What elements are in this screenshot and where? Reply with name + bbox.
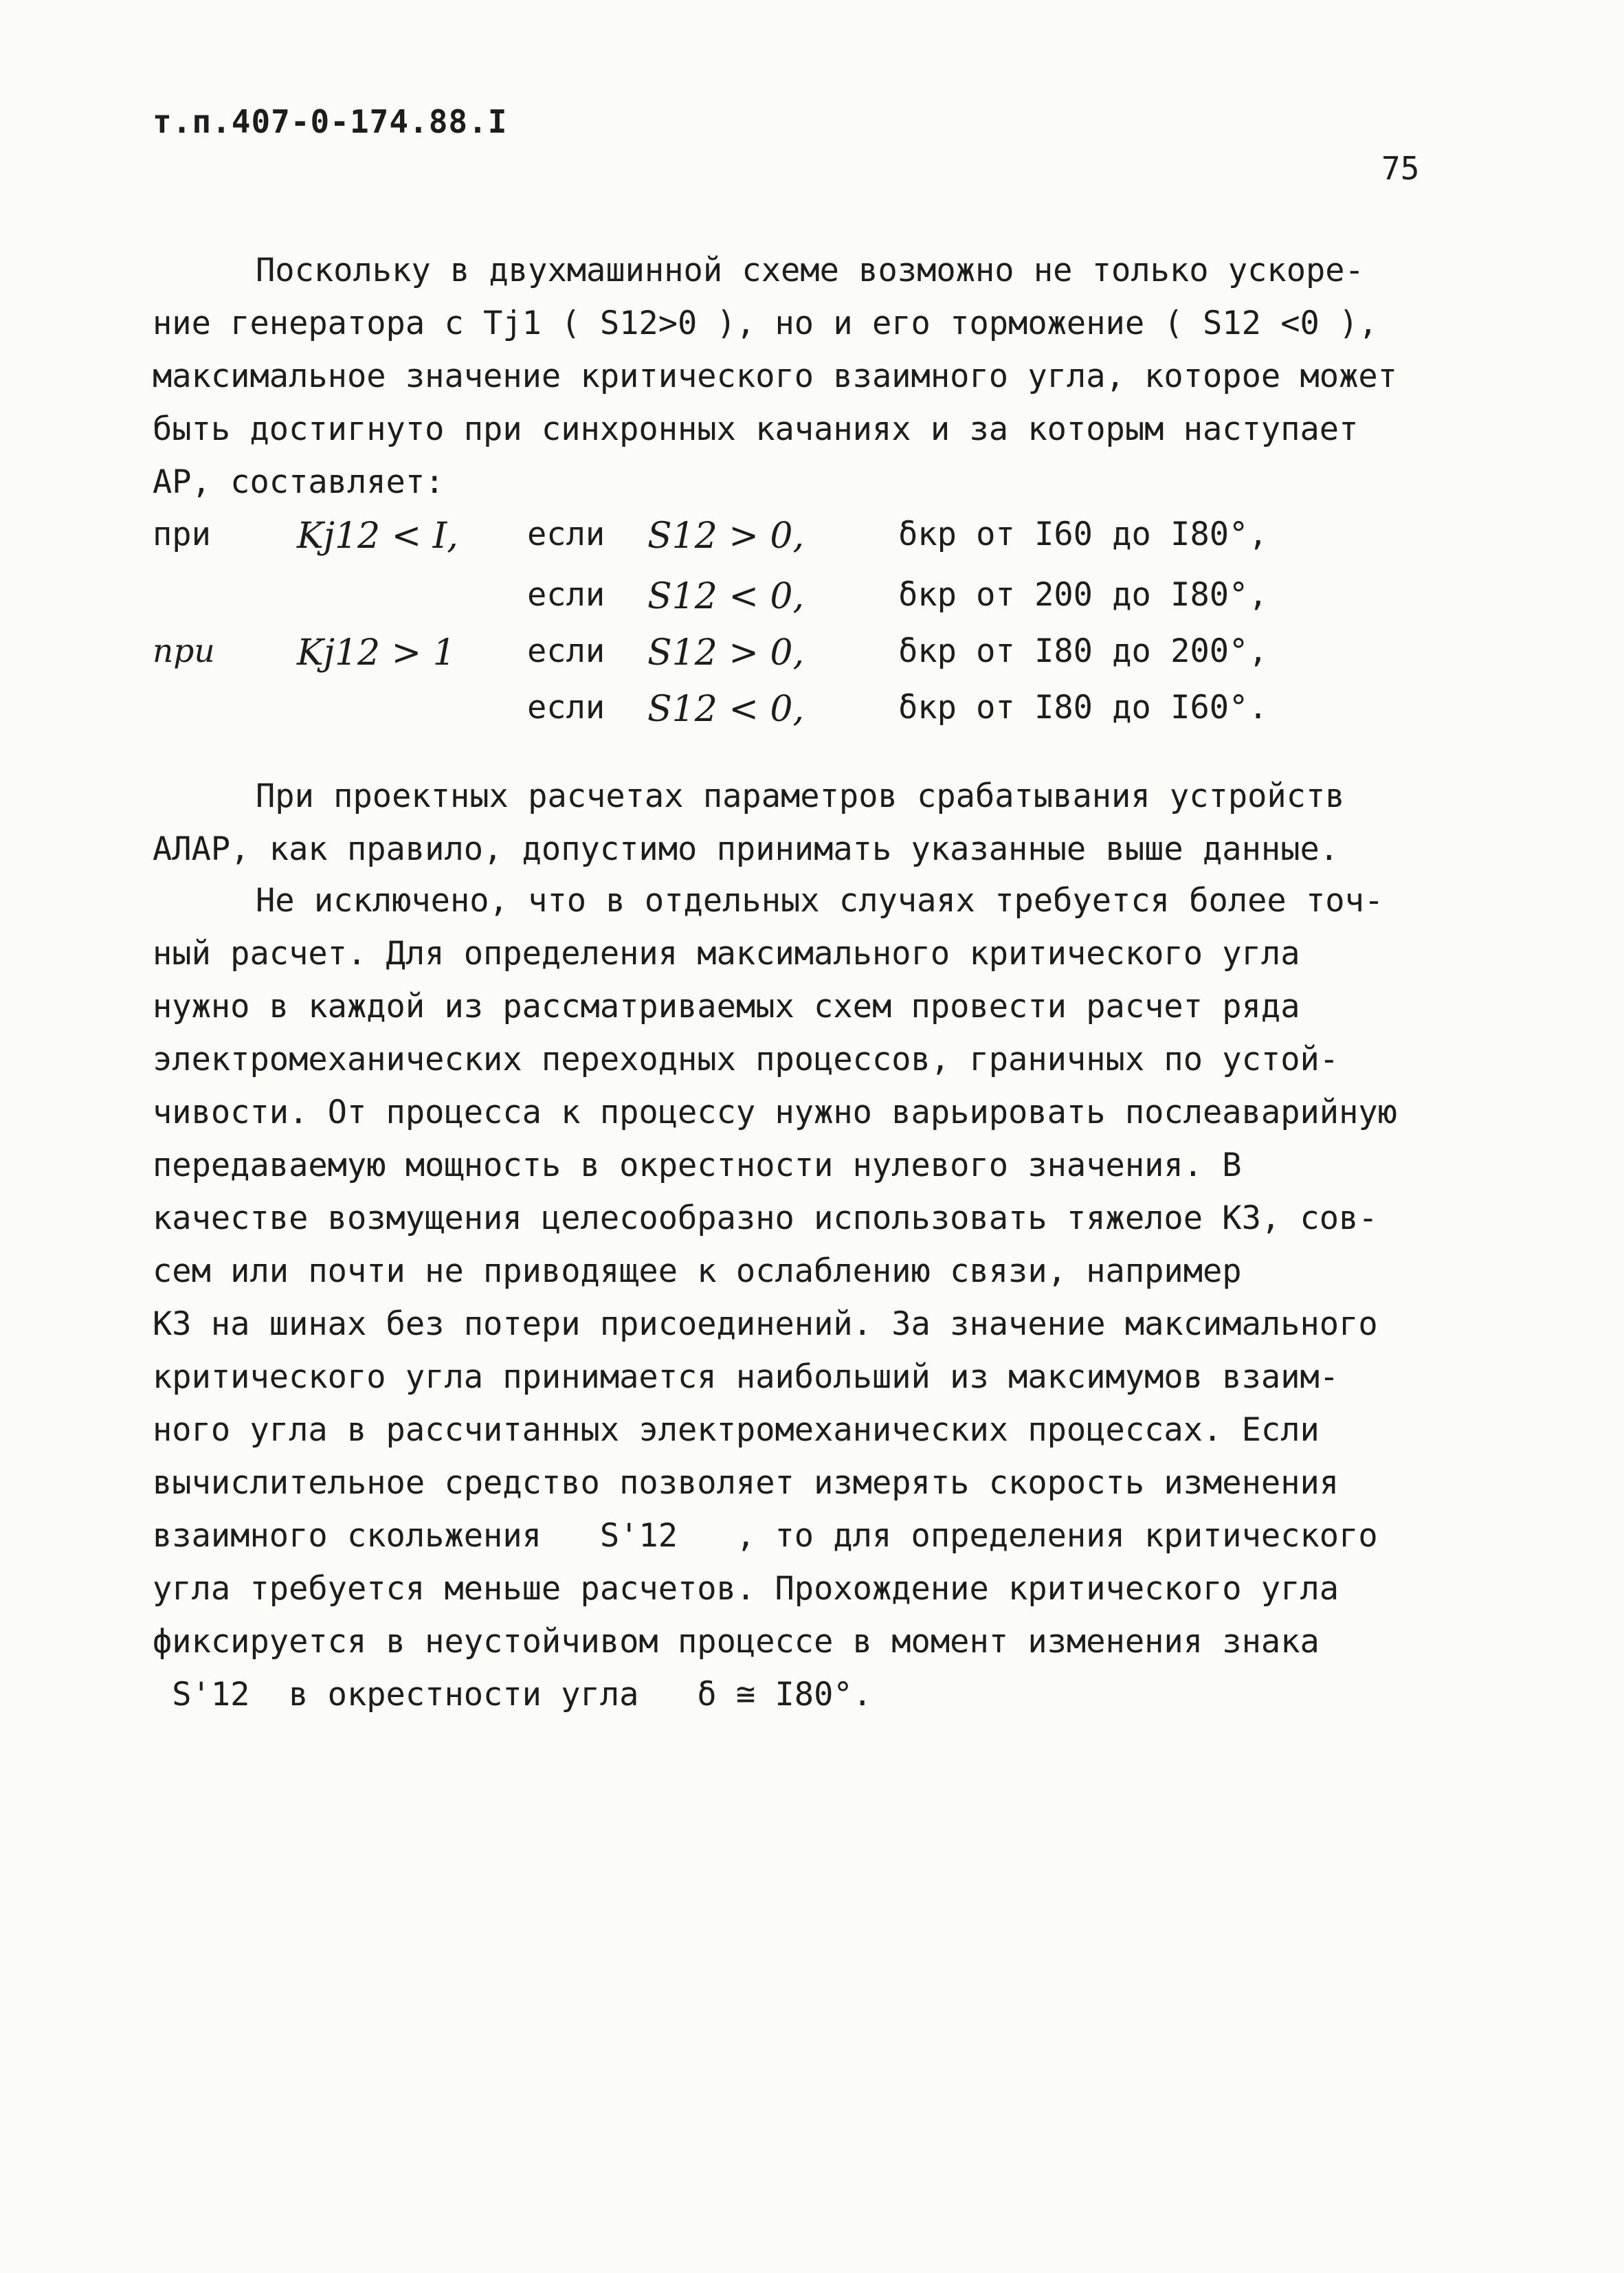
condition-s: S12 > 0, <box>647 632 805 674</box>
text-line: максимальное значение критического взаимного угла, которое может <box>153 357 1397 395</box>
text-line: вычислительное средство позволяет измерять скорость изменения <box>153 1464 1339 1502</box>
condition-row <box>153 515 1513 570</box>
text-line: КЗ на шинах без потери присоединений. За значение максимального <box>153 1305 1378 1343</box>
document-code: т.п.407-0-174.88.I <box>153 103 508 140</box>
condition-s: S12 < 0, <box>647 576 805 617</box>
text-line: электромеханических переходных процессов, граничных по устой- <box>153 1041 1339 1078</box>
text-line: АЛАР, как правило, допустимо принимать указанные выше данные. <box>153 830 1339 868</box>
condition-if: если <box>527 576 605 614</box>
text-line: S'12 в окрестности угла δ ≅ I80°. <box>153 1676 872 1714</box>
text-line: нужно в каждой из рассматриваемых схем провести расчет ряда <box>153 988 1300 1025</box>
condition-if: если <box>527 632 605 670</box>
text-line: критического угла принимается наибольший из максимумов взаим- <box>153 1358 1339 1396</box>
text-line: быть достигнуто при синхронных качаниях и за которым наступает <box>153 410 1359 448</box>
intro-paragraph <box>153 244 1500 509</box>
condition-delta: δкр от 200 до I80°, <box>898 576 1268 614</box>
paragraph-3 <box>153 874 1500 1721</box>
condition-row <box>153 689 1513 744</box>
paragraph-2 <box>153 770 1500 876</box>
text-line: фиксируется в неустойчивом процессе в момент изменения знака <box>153 1623 1320 1661</box>
condition-if: если <box>527 515 605 553</box>
condition-delta: δкр от I80 до I60°. <box>898 689 1268 727</box>
text-line: ного угла в рассчитанных электромеханических процессах. Если <box>153 1411 1320 1449</box>
text-line: угла требуется меньше расчетов. Прохождение критического угла <box>153 1570 1339 1608</box>
text-line: АР, составляет: <box>153 463 445 501</box>
text-line: передаваемую мощность в окрестности нулевого значения. В <box>153 1146 1242 1184</box>
text-line: ние генератора с Tj1 ( S12>0 ), но и его торможение ( S12 <0 ), <box>153 304 1378 342</box>
condition-row <box>153 632 1513 687</box>
condition-k: Kj12 < I, <box>297 515 458 557</box>
condition-prefix: при <box>153 515 211 553</box>
text-line: взаимного скольжения S'12 , то для определения критического <box>153 1517 1378 1555</box>
text-line: ный расчет. Для определения максимального критического угла <box>153 935 1300 973</box>
text-line: Поскольку в двухмашинной схеме возможно не только ускоре- <box>256 252 1364 289</box>
text-line: качестве возмущения целесообразно использовать тяжелое КЗ, сов- <box>153 1199 1378 1237</box>
condition-if: если <box>527 689 605 727</box>
condition-delta: δкр от I80 до 200°, <box>898 632 1268 670</box>
condition-delta: δкр от I60 до I80°, <box>898 515 1268 553</box>
condition-row <box>153 576 1513 631</box>
text-line: сем или почти не приводящее к ослаблению связи, например <box>153 1252 1242 1290</box>
text-line: При проектных расчетах параметров срабатывания устройств <box>256 777 1345 815</box>
condition-s: S12 > 0, <box>647 515 805 557</box>
condition-s: S12 < 0, <box>647 689 805 730</box>
text-line: Не исключено, что в отдельных случаях требуется более точ- <box>256 882 1384 920</box>
text-line: чивости. От процесса к процессу нужно варьировать послеаварийную <box>153 1094 1397 1131</box>
page-number: 75 <box>1381 150 1420 187</box>
condition-prefix: при <box>153 632 215 670</box>
condition-k: Kj12 > 1 <box>297 632 456 674</box>
